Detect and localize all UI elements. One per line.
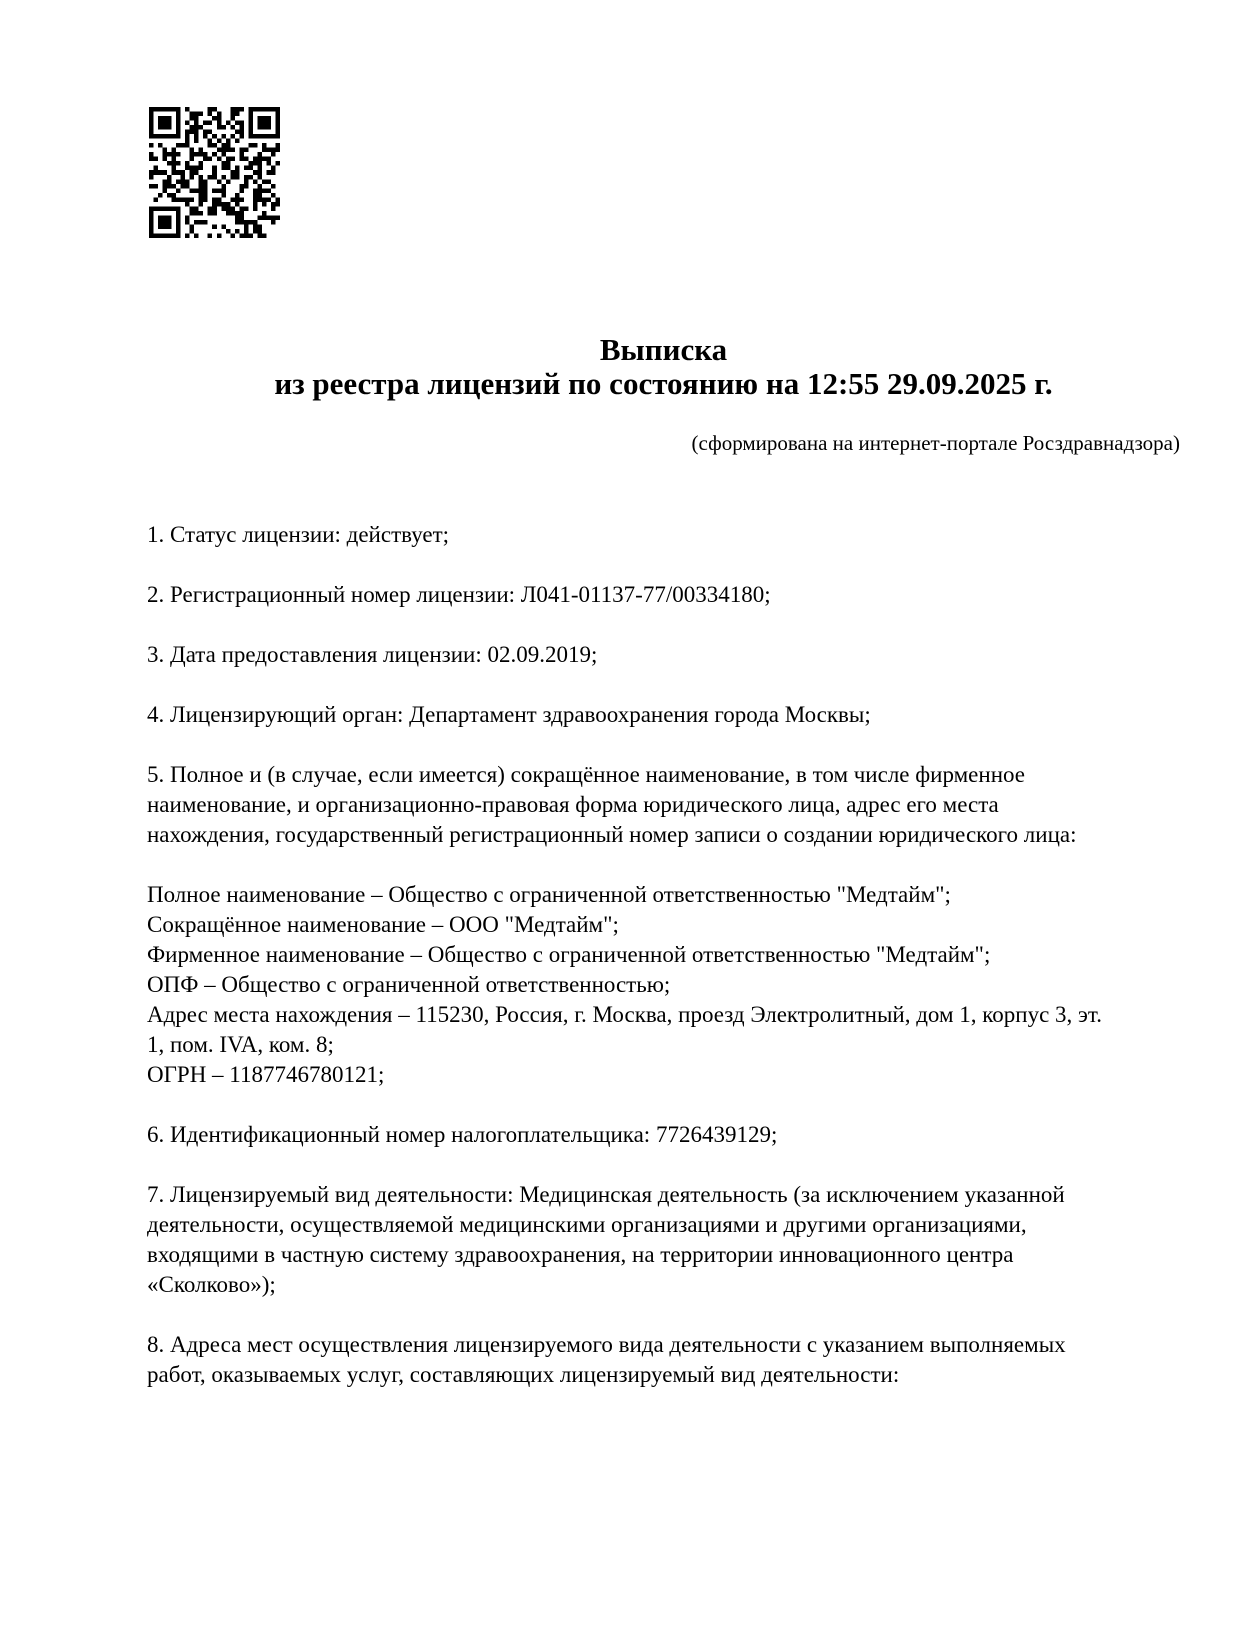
company-details [147,880,1122,1090]
document-body [147,520,1122,1390]
license-status: 1. Статус лицензии: действует; [147,522,450,547]
company-address: Адрес места нахождения – 115230, Россия, г. Москва, проезд Электролитный, дом 1, корпус 3, эт. 1, пом. IVA, ком. 8; [147,1002,1102,1057]
company-brand-name: Фирменное наименование – Общество с ограниченной ответственностью "Медтайм"; [147,942,991,967]
document-subtitle: (сформирована на интернет-портале Росздравнадзора) [691,431,1180,455]
qr-code-icon [149,107,280,238]
company-ogrn: ОГРН – 1187746780121; [147,1062,385,1087]
document-title [147,333,1180,401]
activity-addresses-heading: 8. Адреса мест осуществления лицензируемого вида деятельности с указанием выполняемых работ, оказываемых услуг, составляющих лицензируемый вид деятельности: [147,1332,1066,1387]
licensing-authority: 4. Лицензирующий орган: Департамент здравоохранения города Москвы; [147,702,871,727]
document-title-line2: из реестра лицензий по состоянию на 12:55 29.09.2025 г. [274,366,1053,401]
license-reg-number: 2. Регистрационный номер лицензии: Л041-01137-77/00334180; [147,582,771,607]
org-info-heading: 5. Полное и (в случае, если имеется) сокращённое наименование, в том числе фирменное наименование, и организационно-правовая форма юридического лица, адрес его места нахождения, государственный регистрационный номер записи о создании юридического лица: [147,762,1077,847]
licensed-activity: 7. Лицензируемый вид деятельности: Медицинская деятельность (за исключением указанной деятельности, осуществляемой медицинскими организациями и другими организациями, входящими в частную систему здравоохранения, на территории инновационного центра «Сколково»); [147,1182,1065,1297]
company-legal-form: ОПФ – Общество с ограниченной ответственностью; [147,972,671,997]
company-full-name: Полное наименование – Общество с ограниченной ответственностью "Медтайм"; [147,882,951,907]
document-title-line1: Выписка [599,332,728,367]
taxpayer-inn: 6. Идентификационный номер налогоплательщика: 7726439129; [147,1122,778,1147]
license-grant-date: 3. Дата предоставления лицензии: 02.09.2019; [147,642,598,667]
company-short-name: Сокращённое наименование – ООО "Медтайм"; [147,912,619,937]
